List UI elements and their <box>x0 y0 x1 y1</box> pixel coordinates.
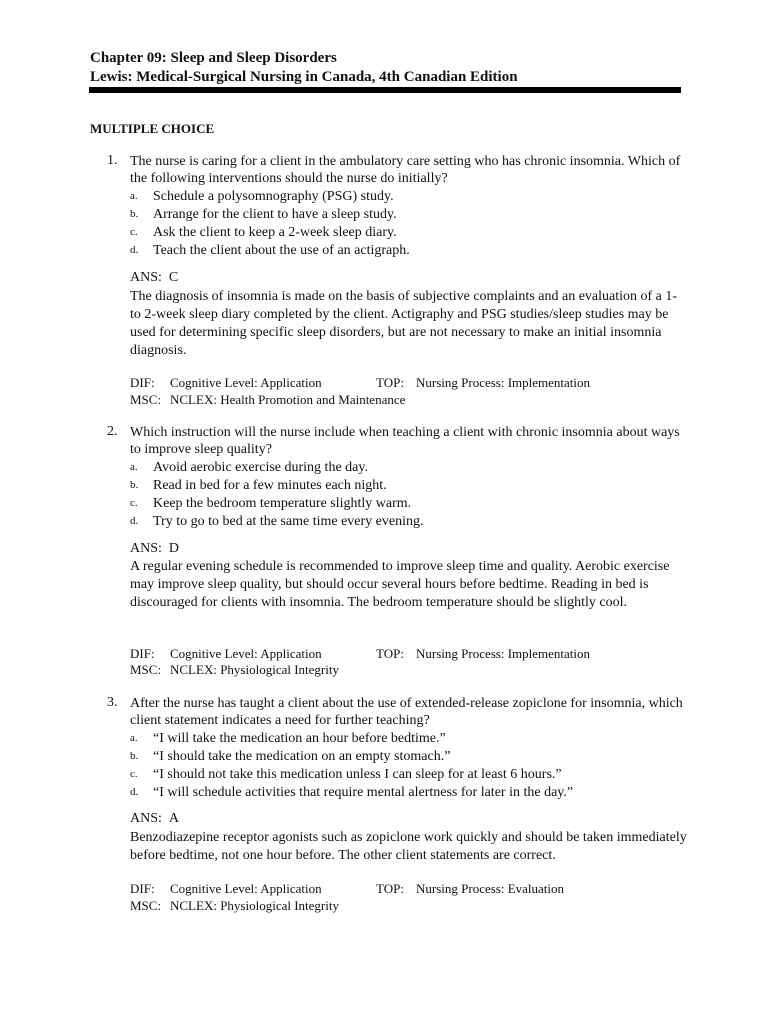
top-value: Nursing Process: Implementation <box>416 646 591 661</box>
option-letter: d. <box>130 786 139 798</box>
option-text: “I should take the medication on an empty stomach.” <box>153 749 451 764</box>
option-text: Try to go to bed at the same time every evening. <box>153 514 424 529</box>
top-value: Nursing Process: Implementation <box>416 375 591 390</box>
top-label: TOP: <box>376 375 404 390</box>
top-line <box>376 375 590 391</box>
msc-value: NCLEX: Physiological Integrity <box>170 662 339 677</box>
answer-label: ANS: <box>130 541 162 556</box>
dif-value: Cognitive Level: Application <box>170 881 322 896</box>
option-letter: d. <box>130 515 139 527</box>
option-letter: b. <box>130 208 139 220</box>
option-letter: a. <box>130 732 138 744</box>
header-rule <box>89 87 681 93</box>
answer-value: A <box>168 811 180 826</box>
option-letter: b. <box>130 479 139 491</box>
answer-label: ANS: <box>130 811 162 826</box>
answer-label: ANS: <box>130 270 162 285</box>
question-number: 3. <box>107 695 118 710</box>
option-letter: a. <box>130 190 138 202</box>
section-title: MULTIPLE CHOICE <box>90 121 215 136</box>
msc-value: NCLEX: Health Promotion and Maintenance <box>170 392 406 407</box>
msc-label: MSC: <box>130 662 162 677</box>
question-number: 1. <box>107 153 118 168</box>
answer-line <box>130 541 179 557</box>
option-letter: c. <box>130 768 138 780</box>
dif-line <box>130 375 322 391</box>
msc-line <box>130 662 339 678</box>
answer-value: D <box>168 541 180 556</box>
option-text: “I should not take this medication unless I can sleep for at least 6 hours.” <box>153 767 562 782</box>
answer-line <box>130 270 178 286</box>
dif-line <box>130 881 322 897</box>
book-title: Lewis: Medical-Surgical Nursing in Canada, 4th Canadian Edition <box>90 69 518 85</box>
option-text: “I will take the medication an hour before bedtime.” <box>153 731 446 746</box>
option-letter: c. <box>130 497 138 509</box>
rationale: The diagnosis of insomnia is made on the basis of subjective complaints and an evaluation of a 1- to 2-week sleep diary completed by the client. Actigraphy and PSG studies/sleep studies may be used for determining specific sleep disorders, but are not necessary to make an initial insomnia diagnosis. <box>130 289 678 358</box>
option-text: Avoid aerobic exercise during the day. <box>153 460 368 475</box>
msc-line <box>130 392 405 408</box>
msc-label: MSC: <box>130 898 162 913</box>
top-line <box>376 881 564 897</box>
dif-value: Cognitive Level: Application <box>170 646 322 661</box>
dif-label: DIF: <box>130 646 155 661</box>
option-text: Teach the client about the use of an actigraph. <box>153 243 410 258</box>
option-text: “I will schedule activities that require mental alertness for later in the day.” <box>153 785 574 800</box>
msc-value: NCLEX: Physiological Integrity <box>170 898 339 913</box>
msc-line <box>130 898 339 914</box>
msc-label: MSC: <box>130 392 162 407</box>
question-stem: The nurse is caring for a client in the ambulatory care setting who has chronic insomnia. Which of the following interventions should the nurse do initially? <box>130 154 681 186</box>
option-text: Schedule a polysomnography (PSG) study. <box>153 189 394 204</box>
rationale: Benzodiazepine receptor agonists such as zopiclone work quickly and should be taken immediately before bedtime, not one hour before. The other client statements are correct. <box>130 830 687 863</box>
option-text: Keep the bedroom temperature slightly warm. <box>153 496 412 511</box>
document-header <box>90 49 681 87</box>
option-letter: d. <box>130 244 139 256</box>
top-label: TOP: <box>376 646 404 661</box>
option-letter: a. <box>130 461 138 473</box>
answer-line <box>130 811 179 827</box>
dif-value: Cognitive Level: Application <box>170 375 322 390</box>
answer-value: C <box>168 270 179 285</box>
question-stem: After the nurse has taught a client about the use of extended-release zopiclone for insomnia, which client statement indicates a need for further teaching? <box>130 696 683 728</box>
dif-line <box>130 646 322 662</box>
option-letter: b. <box>130 750 139 762</box>
top-value: Nursing Process: Evaluation <box>416 881 565 896</box>
option-text: Read in bed for a few minutes each night. <box>153 478 387 493</box>
question-number: 2. <box>107 424 118 439</box>
dif-label: DIF: <box>130 375 155 390</box>
dif-label: DIF: <box>130 881 155 896</box>
top-line <box>376 646 590 662</box>
top-label: TOP: <box>376 881 404 896</box>
rationale: A regular evening schedule is recommended to improve sleep time and quality. Aerobic exercise may improve sleep quality, but should occur several hours before bedtime. Reading in bed is discouraged for clients with insomnia. The bedroom temperature should be slightly cool. <box>130 559 670 610</box>
question-stem: Which instruction will the nurse include when teaching a client with chronic insomnia about ways to improve sleep quality? <box>130 425 680 457</box>
option-text: Ask the client to keep a 2-week sleep diary. <box>153 225 397 240</box>
option-letter: c. <box>130 226 138 238</box>
chapter-title: Chapter 09: Sleep and Sleep Disorders <box>90 50 337 66</box>
option-text: Arrange for the client to have a sleep study. <box>153 207 397 222</box>
